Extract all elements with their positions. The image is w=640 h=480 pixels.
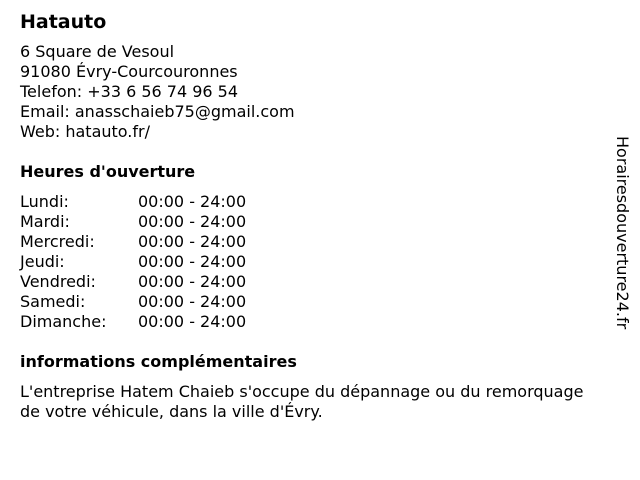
hours-row-wednesday (20, 232, 600, 252)
day-label: Jeudi: (20, 252, 65, 271)
hours-row-monday (20, 192, 600, 212)
day-label: Lundi: (20, 192, 69, 211)
day-label: Mercredi: (20, 232, 95, 251)
hours-row-tuesday (20, 212, 600, 232)
hours-row-saturday (20, 292, 600, 312)
hours-row-friday (20, 272, 600, 292)
web-line: Web: hatauto.fr/ (20, 122, 150, 141)
address-city: 91080 Évry-Courcouronnes (20, 62, 238, 81)
time-range: 00:00 - 24:00 (138, 192, 247, 211)
time-range: 00:00 - 24:00 (138, 252, 247, 271)
time-range: 00:00 - 24:00 (138, 232, 247, 251)
day-label: Samedi: (20, 292, 86, 311)
day-label: Dimanche: (20, 312, 107, 331)
brand-text: Horairesdouverture24.fr (613, 136, 632, 330)
hours-row-thursday (20, 252, 600, 272)
brand-watermark (612, 136, 632, 376)
hours-heading: Heures d'ouverture (20, 162, 196, 181)
time-range: 00:00 - 24:00 (138, 212, 247, 231)
opening-hours-list (20, 192, 600, 332)
time-range: 00:00 - 24:00 (138, 312, 247, 331)
business-name: Hatauto (20, 11, 107, 33)
business-details (20, 10, 600, 422)
day-label: Vendredi: (20, 272, 96, 291)
address-street: 6 Square de Vesoul (20, 42, 175, 61)
hours-row-sunday (20, 312, 600, 332)
phone-line: Telefon: +33 6 56 74 96 54 (20, 82, 239, 101)
info-heading: informations complémentaires (20, 352, 297, 371)
info-description: L'entreprise Hatem Chaieb s'occupe du dépannage ou du remorquage de votre véhicule, dans la ville d'Évry. (20, 382, 584, 421)
day-label: Mardi: (20, 212, 70, 231)
time-range: 00:00 - 24:00 (138, 292, 247, 311)
time-range: 00:00 - 24:00 (138, 272, 247, 291)
email-line: Email: anasschaieb75@gmail.com (20, 102, 295, 121)
